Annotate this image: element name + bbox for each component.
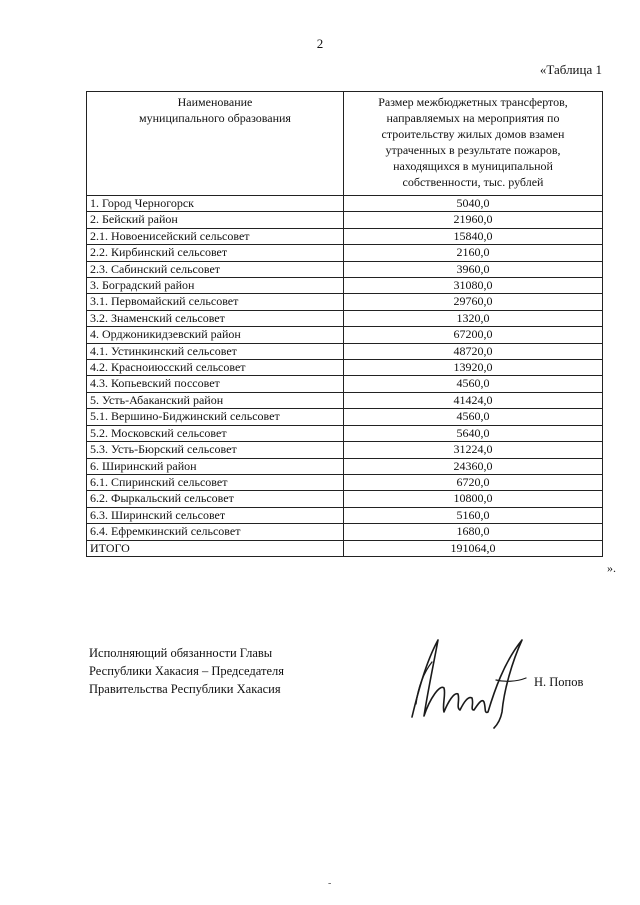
handwritten-signature — [404, 632, 534, 730]
row-value: 10800,0 — [344, 491, 603, 507]
row-value: 4560,0 — [344, 409, 603, 425]
table-row — [87, 310, 603, 326]
row-value: 41424,0 — [344, 392, 603, 408]
row-value: 4560,0 — [344, 376, 603, 392]
header-name-line: Наименование — [177, 95, 253, 109]
row-name: 6.1. Спиринский сельсовет — [87, 474, 344, 490]
table-row — [87, 392, 603, 408]
row-name: 2. Бейский район — [87, 212, 344, 228]
signatory-line: Исполняющий обязанности Главы — [89, 646, 273, 660]
row-value: 5640,0 — [344, 425, 603, 441]
table-total-row — [87, 540, 603, 556]
header-value-line: направляемых на мероприятия по — [386, 111, 560, 125]
row-value: 6720,0 — [344, 474, 603, 490]
row-name: 3.2. Знаменский сельсовет — [87, 310, 344, 326]
row-name: 3.1. Первомайский сельсовет — [87, 294, 344, 310]
row-value: 21960,0 — [344, 212, 603, 228]
total-value: 191064,0 — [344, 540, 603, 556]
row-name: 2.2. Кирбинский сельсовет — [87, 245, 344, 261]
row-value: 3960,0 — [344, 261, 603, 277]
table-row — [87, 507, 603, 523]
header-value-line: утраченных в результате пожаров, — [385, 143, 561, 157]
transfers-table — [86, 91, 603, 557]
row-name: 4. Орджоникидзевский район — [87, 327, 344, 343]
table-row — [87, 425, 603, 441]
row-name: 6.2. Фыркальский сельсовет — [87, 491, 344, 507]
table-row — [87, 474, 603, 490]
signatory-title — [89, 644, 284, 698]
table-row — [87, 196, 603, 212]
table-caption: «Таблица 1 — [539, 62, 602, 77]
table-row — [87, 327, 603, 343]
table-row — [87, 245, 603, 261]
row-value: 48720,0 — [344, 343, 603, 359]
row-name: 6.4. Ефремкинский сельсовет — [87, 524, 344, 540]
header-value-line: собственности, тыс. рублей — [402, 175, 544, 189]
table-row — [87, 524, 603, 540]
header-name-line: муниципального образования — [139, 111, 291, 125]
row-value: 31224,0 — [344, 442, 603, 458]
table-row — [87, 212, 603, 228]
row-name: 5. Усть-Абаканский район — [87, 392, 344, 408]
signatory-line: Республики Хакасия – Председателя — [89, 664, 285, 678]
table-row — [87, 360, 603, 376]
header-value-line: Размер межбюджетных трансфертов, — [378, 95, 568, 109]
row-name: 5.3. Усть-Бюрский сельсовет — [87, 442, 344, 458]
row-value: 2160,0 — [344, 245, 603, 261]
row-name: 5.2. Московский сельсовет — [87, 425, 344, 441]
row-name: 4.3. Копьевский поссовет — [87, 376, 344, 392]
table-row — [87, 491, 603, 507]
row-name: 6. Ширинский район — [87, 458, 344, 474]
table-row — [87, 294, 603, 310]
row-value: 5160,0 — [344, 507, 603, 523]
signatory-line: Правительства Республики Хакасия — [89, 682, 281, 696]
page-number: 2 — [316, 36, 324, 51]
footer-mark: - — [328, 878, 332, 889]
header-value-cell — [344, 92, 603, 196]
row-name: 1. Город Черногорск — [87, 196, 344, 212]
table-row — [87, 278, 603, 294]
table-row — [87, 442, 603, 458]
row-value: 67200,0 — [344, 327, 603, 343]
row-value: 29760,0 — [344, 294, 603, 310]
row-value: 13920,0 — [344, 360, 603, 376]
row-name: 3. Боградский район — [87, 278, 344, 294]
table-row — [87, 409, 603, 425]
row-value: 31080,0 — [344, 278, 603, 294]
table-row — [87, 343, 603, 359]
header-name-cell — [87, 92, 344, 196]
table-row — [87, 458, 603, 474]
header-value-line: находящихся в муниципальной — [393, 159, 553, 173]
row-name: 4.2. Красноиюсский сельсовет — [87, 360, 344, 376]
row-name: 2.3. Сабинский сельсовет — [87, 261, 344, 277]
table-header-row — [87, 92, 603, 196]
row-value: 1680,0 — [344, 524, 603, 540]
table-row — [87, 228, 603, 244]
row-name: 2.1. Новоенисейский сельсовет — [87, 228, 344, 244]
row-value: 1320,0 — [344, 310, 603, 326]
row-value: 24360,0 — [344, 458, 603, 474]
row-name: 6.3. Ширинский сельсовет — [87, 507, 344, 523]
row-value: 15840,0 — [344, 228, 603, 244]
row-value: 5040,0 — [344, 196, 603, 212]
header-value-line: строительству жилых домов взамен — [381, 127, 565, 141]
table-row — [87, 261, 603, 277]
closing-quote: ». — [607, 561, 616, 575]
table-row — [87, 376, 603, 392]
row-name: 4.1. Устинкинский сельсовет — [87, 343, 344, 359]
total-label: ИТОГО — [87, 540, 344, 556]
row-name: 5.1. Вершино-Биджинский сельсовет — [87, 409, 344, 425]
signer-name: Н. Попов — [534, 675, 584, 689]
